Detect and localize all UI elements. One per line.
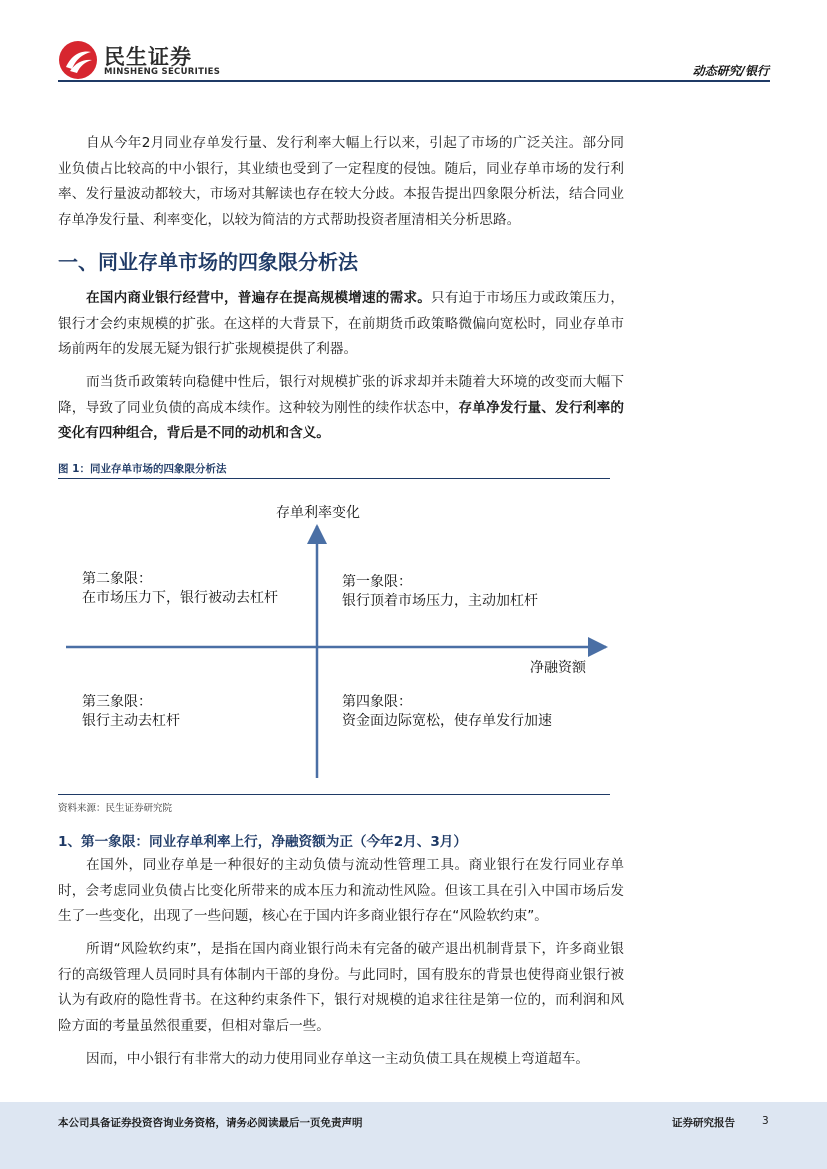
quadrant-2-label	[82, 569, 278, 607]
logo-english-name: MINSHENG SECURITIES	[104, 67, 221, 77]
intro-paragraph: 自从今年2月同业存单发行量、发行利率大幅上行以来，引起了市场的广泛关注。部分同业负债占比较高的中小银行，其业绩也受到了一定程度的侵蚀。随后，同业存单市场的发行利率、发行量波动都较大，市场对其解读也存在较大分歧。本报告提出四象限分析法，结合同业存单净发行量、利率变化，以较为简洁的方式帮助投资者厘清相关分析思路。	[58, 135, 624, 228]
subsection-paragraph-2: 所谓“风险软约束”，是指在国内商业银行尚未有完备的破产退出机制背景下，许多商业银行的高级管理人员同时具有体制内干部的身份。与此同时，国有股东的背景也使得商业银行被认为有政府的隐性背书。在这种约束条件下，银行对规模的追求往往是第一位的，而利润和风险方面的考量虽然很重要，但相对靠后一些。	[58, 941, 624, 1034]
subsection-paragraph-1: 在国外，同业存单是一种很好的主动负债与流动性管理工具。商业银行在发行同业存单时，会考虑同业负债占比变化所带来的成本压力和流动性风险。但该工具在引入中国市场后发生了一些变化，出现了一些问题，核心在于国内许多商业银行存在“风险软约束”。	[58, 857, 624, 924]
quadrant-1-title: 第一象限：	[342, 573, 412, 589]
paragraph-1-emphasis: 在国内商业银行经营中，普遍存在提高规模增速的需求。	[86, 290, 432, 306]
quadrant-1-desc: 银行顶着市场压力，主动加杠杆	[342, 592, 538, 608]
quadrant-diagram	[58, 480, 618, 795]
figure-source: 资料来源：民生证券研究院	[58, 803, 173, 814]
quadrant-2-desc: 在市场压力下，银行被动去杠杆	[82, 589, 278, 605]
page-footer	[0, 1102, 827, 1169]
figure-title: 图 1：同业存单市场的四象限分析法	[58, 463, 227, 475]
quadrant-2-title: 第二象限：	[82, 570, 152, 586]
quadrant-1-label	[342, 572, 538, 610]
section-heading: 一、同业存单市场的四象限分析法	[58, 250, 358, 274]
y-axis-label: 存单利率变化	[276, 504, 360, 520]
logo-chinese-name: 民生证券	[104, 45, 192, 69]
figure-top-rule	[58, 478, 610, 479]
section-paragraph-2	[58, 370, 624, 447]
quadrant-4-label	[342, 692, 552, 730]
footer-report-type: 证券研究报告	[672, 1117, 735, 1129]
quadrant-4-title: 第四象限：	[342, 693, 412, 709]
subsection-heading: 1、第一象限：同业存单利率上行，净融资额为正（今年2月、3月）	[58, 834, 467, 850]
quadrant-4-desc: 资金面边际宽松，使存单发行加速	[342, 712, 552, 728]
paragraph-2-body: 而当货币政策转向稳健中性后，银行对规模扩张的诉求却并未随着大环境的改变而大幅下降，导致了同业负债的高成本续作。这种较为刚性的续作状态中，	[58, 374, 624, 416]
figure-bottom-rule	[58, 794, 610, 795]
x-axis-label: 净融资额	[530, 659, 586, 675]
minsheng-logo-icon	[58, 40, 98, 80]
quadrant-3-title: 第三象限：	[82, 693, 152, 709]
report-category-tag: 动态研究/银行	[692, 64, 769, 78]
subsection-paragraph-3: 因而，中小银行有非常大的动力使用同业存单这一主动负债工具在规模上弯道超车。	[86, 1051, 589, 1067]
section-paragraph-1	[58, 286, 624, 363]
paragraph-2-emphasis: 存单净发行量、发行利率的变化有四种组合，背后是不同的动机和含义。	[58, 399, 625, 441]
paragraph-1-body: 只有迫于市场压力或政策压力，银行才会约束规模的扩张。在这样的大背景下，在前期货币政策略微偏向宽松时，同业存单市场前两年的发展无疑为银行扩张规模提供了利器。	[58, 290, 625, 357]
footer-disclaimer: 本公司具备证券投资咨询业务资格，请务必阅读最后一页免责声明	[58, 1117, 363, 1129]
page-number: 3	[762, 1115, 769, 1127]
quadrant-3-desc: 银行主动去杠杆	[82, 712, 180, 728]
header-divider	[58, 80, 770, 82]
quadrant-3-label	[82, 692, 180, 730]
